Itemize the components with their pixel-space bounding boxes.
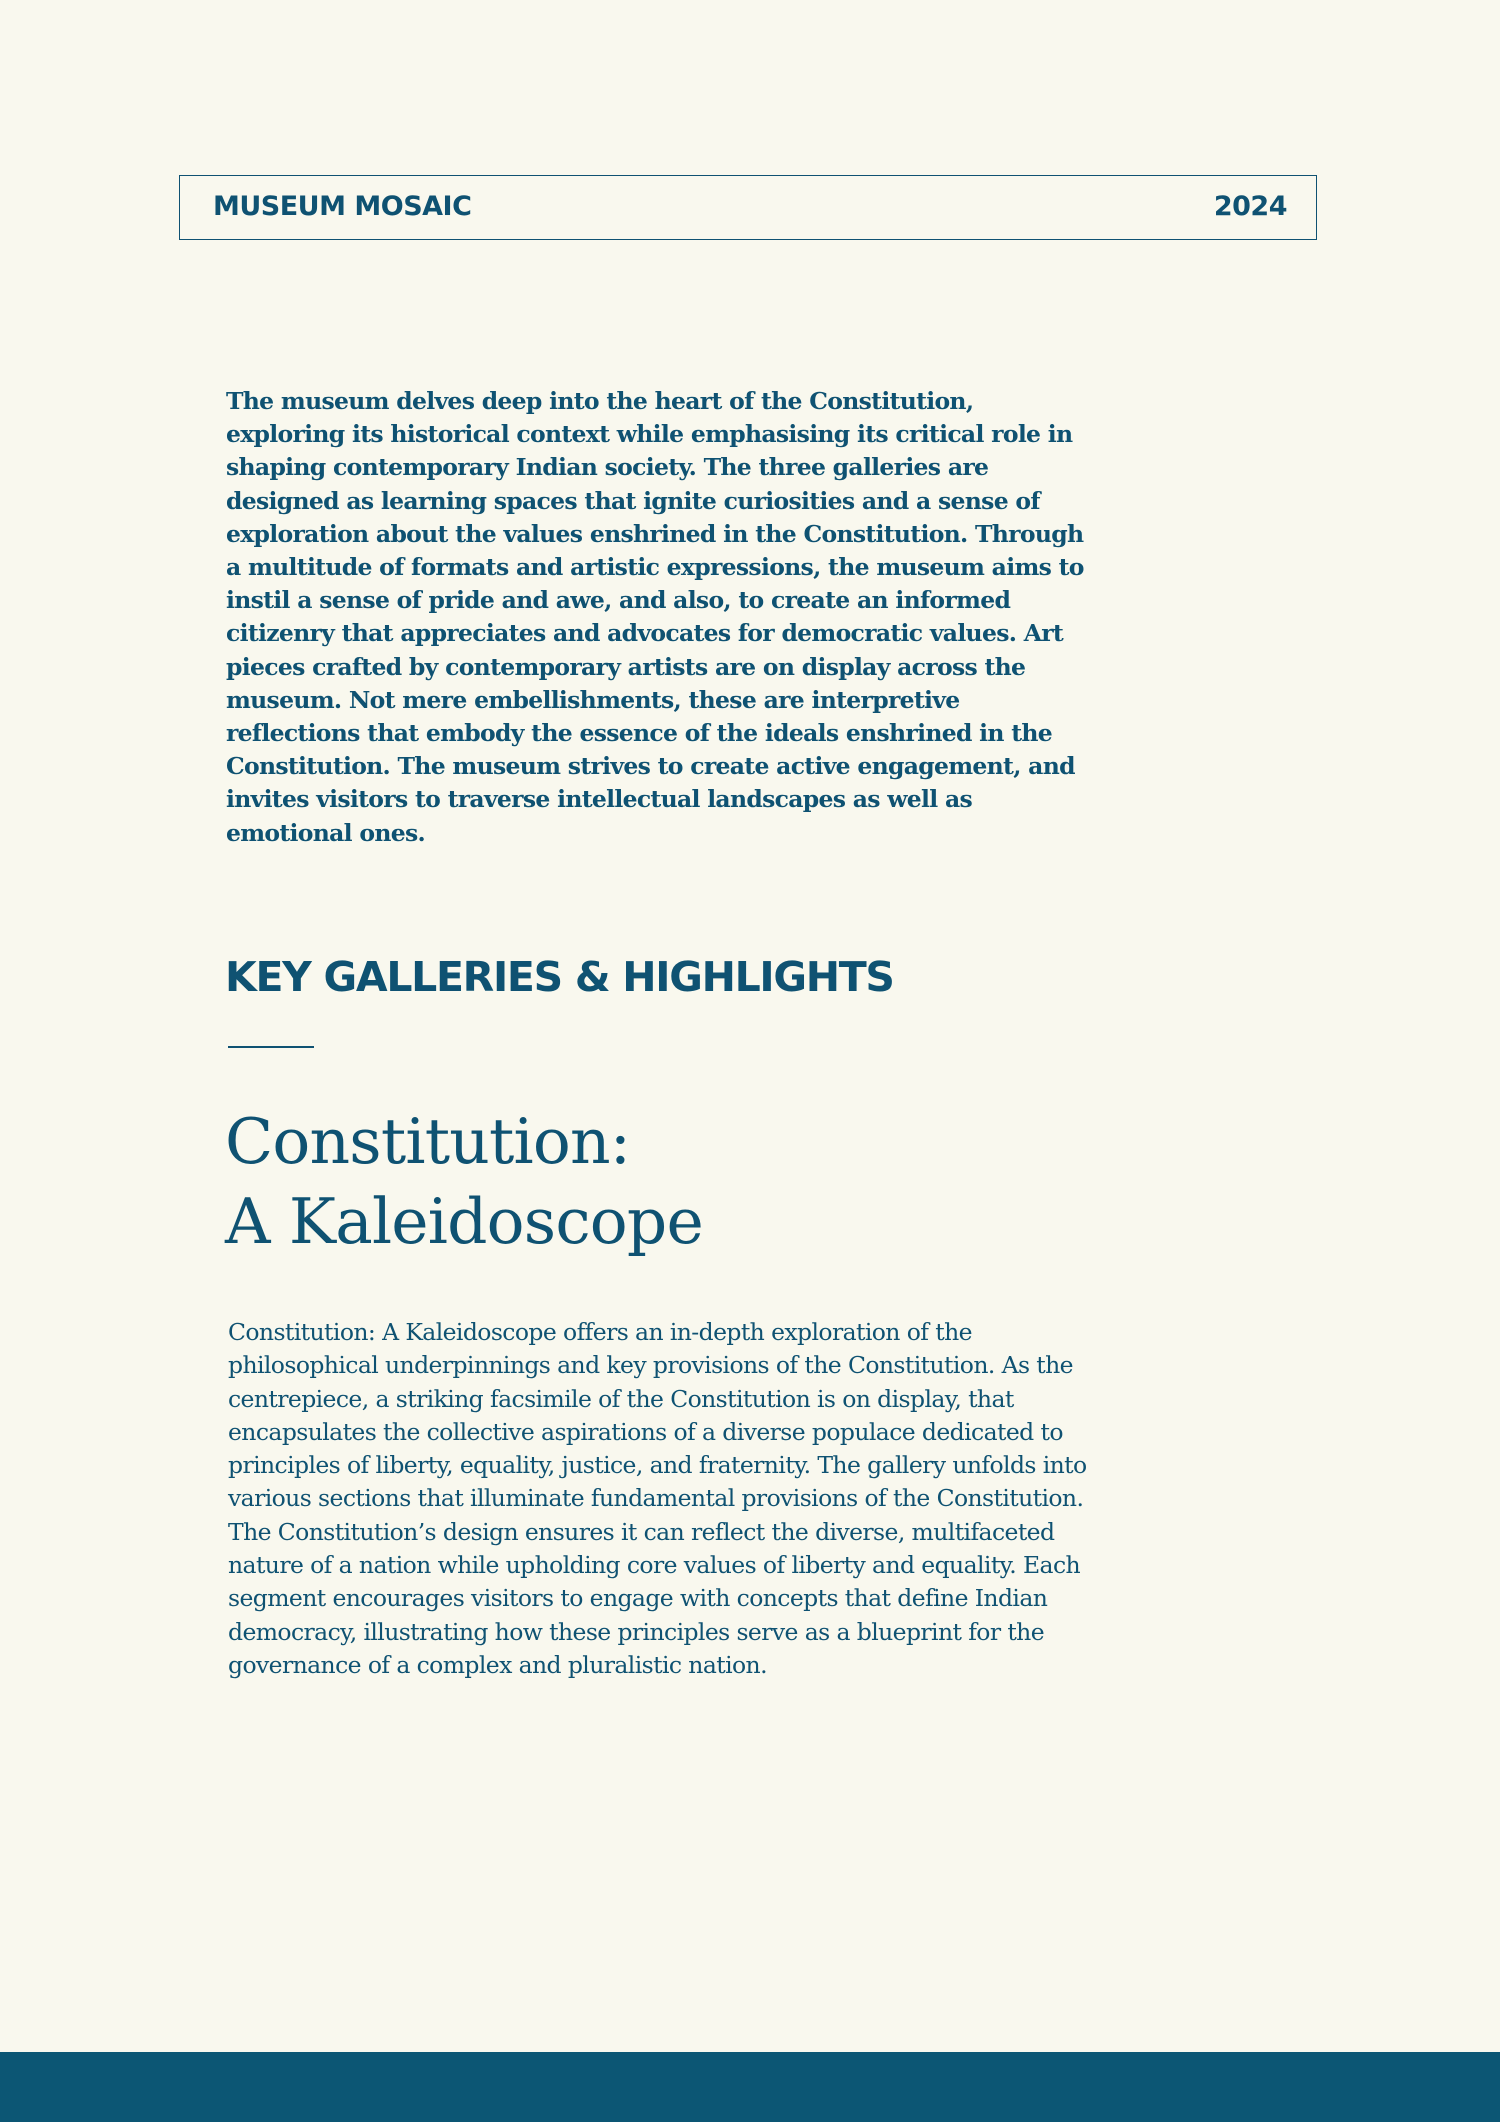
intro-paragraph: The museum delves deep into the heart of the Constitution, exploring its historical context while emphasising its critical role in shaping contemporary Indian society. The three galleries are designed as learning spaces that ignite curiosities and a sense of exploration about the values enshrined in the Constitution. Through a multitude of formats and artistic expressions, the museum aims to instil a sense of pride and awe, and also, to create an informed citizenry that appreciates and advocates for democratic values. Art pieces crafted by contemporary artists are on display across the museum. Not mere embellishments, these are interpretive reflections that embody the essence of the ideals enshrined in the Constitution. The museum strives to create active engagement, and invites visitors to traverse intellectual landscapes as well as emotional ones.: [226, 387, 1084, 847]
gallery-title-line-1: Constitution:: [225, 1105, 631, 1178]
gallery-title-line-2: A Kaleidoscope: [225, 1185, 703, 1258]
gallery-description: Constitution: A Kaleidoscope offers an in-depth exploration of the philosophical underpinnings and key provisions of the Constitution. As the centrepiece, a striking facsimile of the Constitution is on display, that encapsulates the collective aspirations of a diverse populace dedicated to principles of liberty, equality, justice, and fraternity. The gallery unfolds into various sections that illuminate fundamental provisions of the Constitution. The Constitution’s design ensures it can reflect the diverse, multifaceted nature of a nation while upholding core values of liberty and equality. Each segment encourages visitors to engage with concepts that define Indian democracy, illustrating how these principles serve as a blueprint for the governance of a complex and pluralistic nation.: [228, 1318, 1087, 1679]
section-heading: KEY GALLERIES & HIGHLIGHTS: [225, 953, 894, 1001]
publication-title: MUSEUM MOSAIC: [213, 191, 472, 222]
heading-divider: [228, 1046, 314, 1048]
footer-band: [0, 2052, 1500, 2122]
header-box: [179, 175, 1317, 240]
gallery-title: [225, 1102, 703, 1262]
publication-year: 2024: [1213, 191, 1287, 222]
